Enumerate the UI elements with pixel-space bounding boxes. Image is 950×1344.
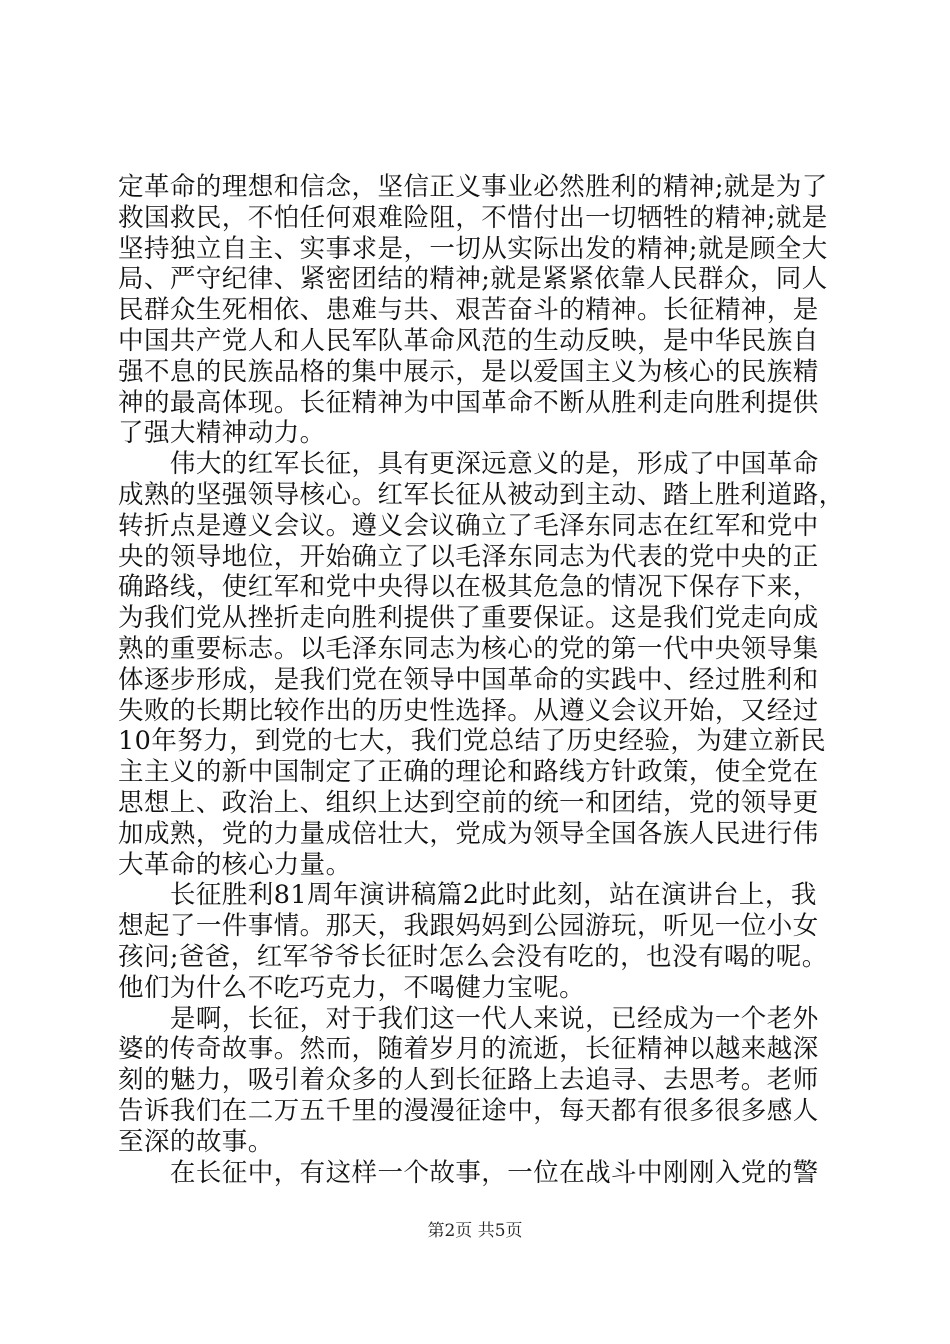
text-line: 民群众生死相依、患难与共、艰苦奋斗的精神。长征精神，是 [118, 295, 819, 326]
text-line: 定革命的理想和信念，坚信正义事业必然胜利的精神;就是为了 [118, 172, 828, 202]
text-line: 10年努力，到党的七大，我们党总结了历史经验，为建立新民 [118, 726, 827, 757]
text-line: 确路线，使红军和党中央得以在极其危急的情况下保存下来， [118, 572, 819, 603]
text-line: 在长征中，有这样一个故事，一位在战斗中刚刚入党的警 [118, 1157, 819, 1188]
text-line: 加成熟，党的力量成倍壮大，党成为领导全国各族人民进行伟 [118, 818, 819, 849]
text-line: 成熟的坚强领导核心。红军长征从被动到主动、踏上胜利道路， [118, 479, 845, 510]
text-line: 主主义的新中国制定了正确的理论和路线方针政策，使全党在 [118, 757, 819, 788]
text-line: 转折点是遵义会议。遵义会议确立了毛泽东同志在红军和党中 [118, 510, 819, 541]
page-footer: 第2页 共5页 [427, 1221, 523, 1241]
text-line: 婆的传奇故事。然而，随着岁月的流逝，长征精神以越来越深 [118, 1034, 819, 1065]
text-line: 伟大的红军长征，具有更深远意义的是，形成了中国革命 [118, 449, 819, 480]
text-line: 思想上、政治上、组织上达到空前的统一和团结，党的领导更 [118, 787, 819, 818]
text-line: 大革命的核心力量。 [118, 849, 352, 880]
text-line: 央的领导地位，开始确立了以毛泽东同志为代表的党中央的正 [118, 541, 819, 572]
text-line: 至深的故事。 [118, 1126, 274, 1157]
text-line: 想起了一件事情。那天，我跟妈妈到公园游玩，听见一位小女 [118, 911, 819, 942]
text-line: 强不息的民族品格的集中展示，是以爱国主义为核心的民族精 [118, 356, 819, 387]
text-line: 了强大精神动力。 [118, 418, 326, 449]
body-text [118, 172, 845, 1188]
text-line: 长征胜利81周年演讲稿篇2此时此刻，站在演讲台上，我 [118, 880, 817, 911]
text-line: 孩问;爸爸，红军爷爷长征时怎么会没有吃的，也没有喝的呢。 [118, 941, 828, 972]
text-line: 为我们党从挫折走向胜利提供了重要保证。这是我们党走向成 [118, 603, 819, 634]
text-line: 神的最高体现。长征精神为中国革命不断从胜利走向胜利提供 [118, 387, 819, 418]
text-line: 他们为什么不吃巧克力，不喝健力宝呢。 [118, 972, 586, 1003]
text-line: 救国救民，不怕任何艰难险阻，不惜付出一切牺牲的精神;就是 [118, 202, 828, 233]
text-line: 刻的魅力，吸引着众多的人到长征路上去追寻、去思考。老师 [118, 1065, 819, 1096]
text-line: 局、严守纪律、紧密团结的精神;就是紧紧依靠人民群众，同人 [118, 264, 828, 295]
text-line: 失败的长期比较作出的历史性选择。从遵义会议开始，又经过 [118, 695, 819, 726]
text-line: 中国共产党人和人民军队革命风范的生动反映，是中华民族自 [118, 325, 819, 356]
text-line: 告诉我们在二万五千里的漫漫征途中，每天都有很多很多感人 [118, 1095, 819, 1126]
text-line: 坚持独立自主、实事求是，一切从实际出发的精神;就是顾全大 [118, 233, 828, 264]
text-line: 体逐步形成，是我们党在领导中国革命的实践中、经过胜利和 [118, 664, 819, 695]
text-line: 熟的重要标志。以毛泽东同志为核心的党的第一代中央领导集 [118, 633, 819, 664]
text-line: 是啊，长征，对于我们这一代人来说，已经成为一个老外 [118, 1003, 819, 1034]
